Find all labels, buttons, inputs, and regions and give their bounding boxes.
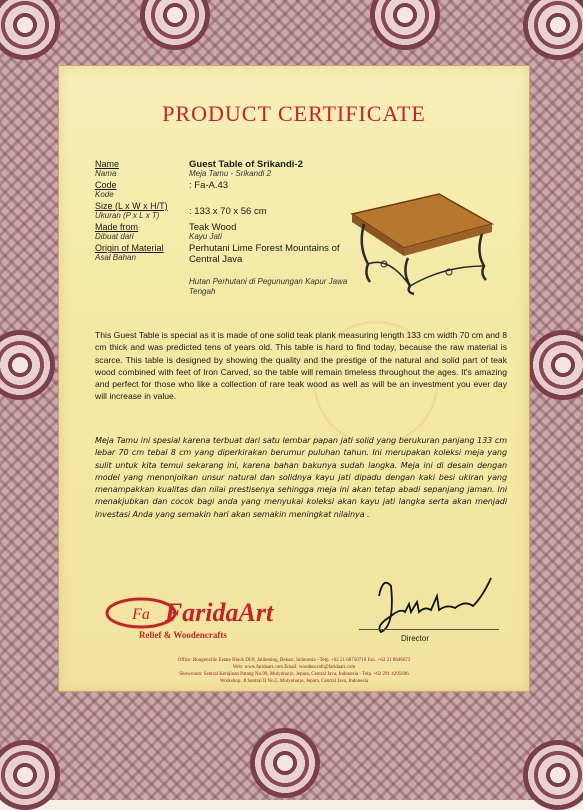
value-code: : Fa-A.43 [189, 180, 229, 191]
footer-office: Office: Bougenville Estate Block DI/9, Jatibening, Bekasi, Indonesia - Telp. +62 21 68750710 Fax. +62 21 8646672 [177, 658, 411, 663]
product-table-photo [344, 186, 494, 296]
label-size-id: Ukuran (P x L x T) [95, 211, 160, 220]
value-material-id: Kayu Jati [189, 232, 222, 241]
footer-web: Web: www.faridaart.com Email: woodencraft@faridaart.com [232, 665, 356, 670]
description-english: This Guest Table is special as it is made of one solid teak plank measuring length 133 cm width 70 cm and 8 cm thick and was predicted tens of years old. This table is hard to find today, because the raw material is scarce. This table is designed by showing the quality and the prestige of the natural and solid part of teak wood combined with feet of Iron Carved, so the table will remain timeless throughout the ages. It's amazing and perfect for those who like a collection of rare teak wood as well as will be an investment you ever day will increase in value. [95, 330, 507, 402]
logo-wordmark: FaridaArt [164, 598, 274, 627]
value-name-id: Meja Tamu - Srikandi 2 [189, 169, 271, 178]
signature-title: Director [401, 634, 430, 643]
value-size: : 133 x 70 x 56 cm [189, 206, 267, 217]
label-origin-id: Asal Bahan [95, 253, 136, 262]
label-size-en: Size (L x W x H/T) [95, 201, 168, 211]
certificate-panel [58, 65, 530, 692]
label-name-id: Nama [95, 169, 117, 178]
company-logo [101, 583, 301, 653]
logo-tagline: Relief & Woodencrafts [139, 630, 227, 640]
signature-line [359, 629, 499, 630]
value-origin-en: Perhutani Lime Forest Mountains of Central Java [189, 243, 340, 265]
spec-row-name [95, 159, 515, 180]
footer-workshop: Workshop: Jl Sentral II No.5, Mulyoharjo, Jepara, Central Java, Indonesia [219, 679, 369, 684]
label-material-en: Made from [95, 222, 139, 232]
description-indonesian: Meja Tamu ini spesial karena terbuat dari satu lembar papan jati solid yang berukuran panjang 133 cm lebar 70 cm tebal 8 cm yang diperkirakan berumur puluhan tahun. Ini merupakan koleksi meja yang sulit untuk kita temui sekarang ini, karena bahan bakunya sudah langka. Meja ini di desain dengan model yang menonjolkan unsur natural dan solidnya kayu jati dipadu dengan kaki besi ukiran yang menampakkan kualitas dan nilai prestisenya sehingga meja ini akan tetap abadi sepanjang jaman. Ini menakjubkan dan cocok bagi anda yang menyukai koleksi akan kayu jati langka serta akan menjadi investasi Anda yang semakin hari akan semakin meningkat nilainya . [95, 435, 507, 519]
label-name-en: Name [95, 159, 120, 169]
value-material-en: Teak Wood [189, 222, 237, 233]
company-contact-footer [119, 657, 469, 685]
logo-mark-text: Fa [132, 606, 150, 623]
rosette-ornament [250, 728, 320, 798]
label-code-id: Kode [95, 190, 114, 199]
certificate-title: PRODUCT CERTIFICATE [162, 101, 426, 126]
value-name-en: Guest Table of Srikandi-2 [189, 159, 303, 170]
label-material-id: Dibuat dari [95, 232, 134, 241]
label-code-en: Code [95, 180, 117, 190]
value-origin-id: Hutan Perhutani di Pegunungan Kapur Jawa Tengah [189, 277, 348, 296]
footer-showroom: Showroom: Sentral Kerajinan Patang No.99, Mulyoharjo, Jepara, Central Java, Indonesia - Telp. +62 291 4295696 [179, 672, 409, 677]
label-origin-en: Origin of Material [95, 243, 164, 253]
